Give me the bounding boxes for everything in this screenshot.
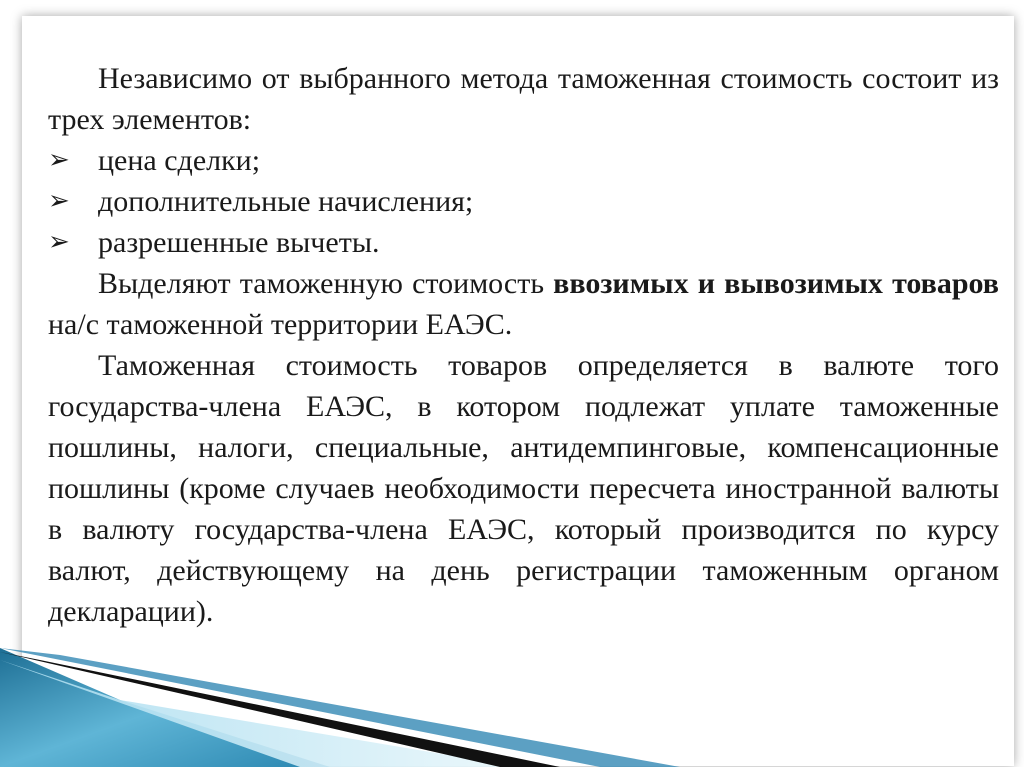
arrowhead-bullet-icon: ➢ [48, 227, 70, 257]
bullet-text: цена сделки; [98, 144, 261, 177]
paragraph2-bold: ввозимых и вывозимых товаров [553, 267, 1000, 300]
bullet-item [48, 222, 999, 263]
imports-exports-paragraph [48, 263, 999, 345]
bullet-item [48, 140, 999, 181]
bullet-item [48, 181, 999, 222]
bullet-text: дополнительные начисления; [98, 185, 474, 218]
currency-paragraph: Таможенная стоимость товаров определяется в валюте того государства-члена ЕАЭС, в котором подлежат уплате таможенные пошлины, налоги, специальные, антидемпинговые, компенсационные пошлины (кроме случаев необходимости пересчета иностранной валюты в валюту государства-члена ЕАЭС, который производится по курсу валют, действующему на день регистрации таможенным органом декларации). [48, 349, 999, 628]
paragraph2-after: на/с таможенной территории ЕАЭС. [48, 308, 513, 341]
paragraph2-before: Выделяют таможенную стоимость [98, 267, 554, 300]
arrowhead-bullet-icon: ➢ [48, 145, 70, 175]
bullet-text: разрешенные вычеты. [98, 226, 380, 259]
arrowhead-bullet-icon: ➢ [48, 186, 70, 216]
content-text [48, 58, 999, 632]
intro-paragraph: Независимо от выбранного метода таможенная стоимость состоит из трех элементов: [48, 62, 999, 136]
